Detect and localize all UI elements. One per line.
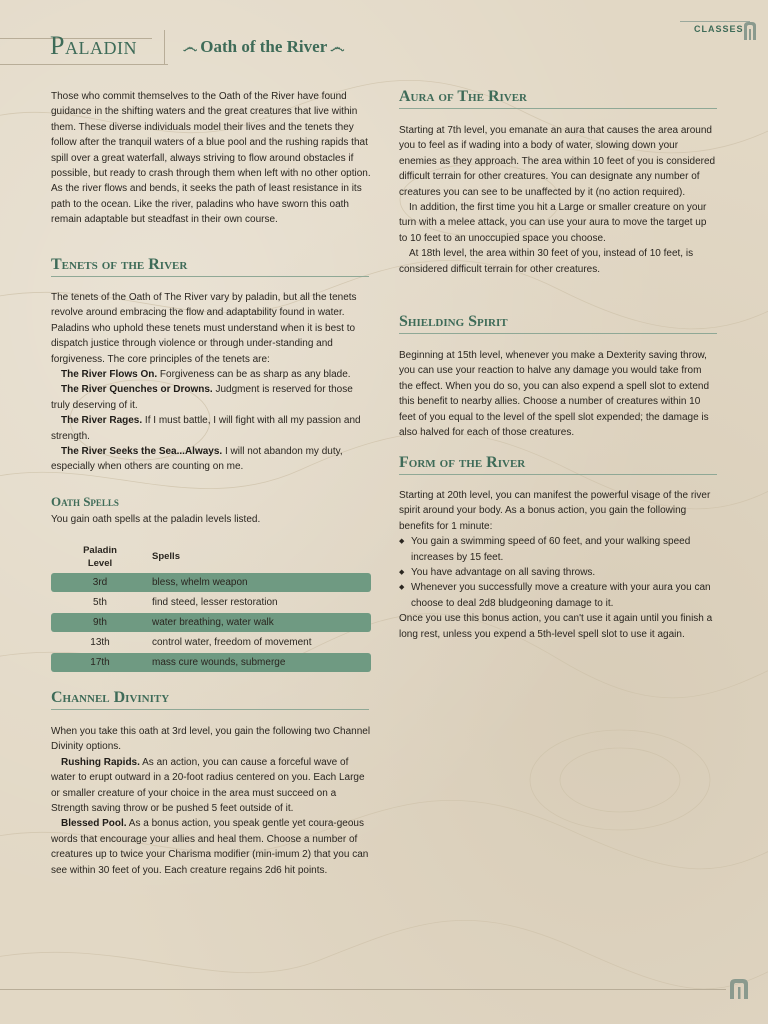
row-level: 5th [93,597,107,608]
intro-paragraph [51,89,371,228]
knot-icon: ෴ [330,40,345,56]
shielding-section [399,313,717,334]
tenet-item [51,444,371,475]
channel-divinity-heading: Channel Divinity [51,689,369,710]
form-section [399,454,717,475]
page-title: Paladin [50,31,137,60]
header-level-line2: Level [87,558,113,569]
form-heading: Form of the River [399,454,717,475]
form-benefits-list [399,534,717,611]
list-item: ◆ Whenever you successfully move a creature with your aura you can choose to deal 2d8 bludgeoning damage to it. [399,580,717,611]
row-spells: water breathing, water walk [152,617,274,628]
oath-spells-intro-text: You gain oath spells at the paladin levels listed. [51,514,261,525]
intro-text: Those who commit themselves to the Oath of the River have found guidance in the shifting waters and the great creatures that live within them. These diverse individuals model their lives and the tenets they follow after the tranquil waters of a blue pool and the rushing rapids that spill over a great waterfall, always striving to flow around obstacles if possible, but ready to crash through them when left with no other option. As the river flows and bends, it seeks the path of least resistance in its path to the ocean. Like the river, paladins who have sworn this oath remain adaptable but steadfast in their own course. [51,91,371,226]
channel-divinity-body [51,724,371,878]
channel-option [51,816,371,878]
subtitle-text: Oath of the River [200,37,328,56]
table-header-spells: Spells [152,551,180,562]
tenet-text: Forgiveness can be as sharp as any blade. [157,369,351,381]
tenet-text: I will not abandon my duty, especially when others are counting on me. [51,446,343,473]
list-item: ◆ You gain a swimming speed of 60 feet, and your walking speed increases by 15 feet. [399,534,717,565]
row-spells: control water, freedom of movement [152,637,312,648]
aura-paragraph: Starting at 7th level, you emanate an aura that causes the area around you to feel as if wading into a body of water, slowing down your enemies as they approach. The area within 10 feet of you is considered difficult terrain for other creatures. You can designate any number of creatures you can see to be unaffected by it (no action required). [399,125,716,198]
row-level: 3rd [92,577,108,588]
oath-spells-section [51,494,371,510]
tenet-item [51,413,371,444]
tenet-name: The River Rages. [61,415,143,427]
row-level: 13th [90,637,110,648]
tenet-name: The River Quenches or Drowns. [61,384,213,396]
table-row [51,613,371,632]
table-header-level [51,544,149,570]
header-level-line1: Paladin [83,545,117,556]
header-rule-bottom [0,64,168,65]
channel-option [51,755,371,817]
header-bracket [150,30,165,64]
row-spells: mass cure wounds, submerge [152,657,286,668]
tenet-text: Judgment is reserved for those truly deserving of it. [51,384,353,411]
channel-divinity-section [51,689,369,710]
table-row [51,593,371,612]
option-name: Rushing Rapids. [61,756,140,768]
form-outro: Once you use this bonus action, you can't use it again until you finish a long rest, unless you expend a 5th-level spell slot to use it again. [399,613,713,640]
tenet-item [51,367,371,382]
tenets-intro: The tenets of the Oath of The River vary by paladin, but all the tenets revolve around embracing the flow and adaptability found in water. Paladins who uphold these tenets must understand when it is best to dispatch justice through violence or through under-standing and forgiveness. The core principles of the tenets are: [51,292,357,365]
row-spells: bless, whelm weapon [152,577,248,588]
option-name: Blessed Pool. [61,818,127,830]
option-text: As an action, you can cause a forceful wave of water to erupt outward in a 20-foot radius centered on you. Each Large or smaller creature of your choice in the area must succeed on a Strength saving throw or be pushed 5 feet outside of it. [51,756,365,815]
channel-divinity-intro: When you take this oath at 3rd level, you gain the following two Channel Divinity options. [51,726,371,753]
oath-spells-intro [51,512,371,527]
row-level: 9th [93,617,107,628]
row-level: 17th [90,657,110,668]
tenet-name: The River Flows On. [61,369,158,381]
tenet-name: The River Seeks the Sea...Always. [61,446,223,458]
page-subtitle [180,37,347,57]
shielding-body [399,348,717,440]
list-item: ◆ You have advantage on all saving throws. [399,565,717,580]
tenets-body [51,290,371,475]
oath-spells-heading: Oath Spells [51,494,119,509]
table-row [51,653,371,672]
aura-paragraph: In addition, the first time you hit a Large or smaller creature on your turn with a melee attack, you can use your aura to move the target up to 10 feet to an unoccupied space you choose. [399,202,707,244]
form-intro: Starting at 20th level, you can manifest the powerful visage of the river spirit around your body. As a bonus action, you gain the following benefits for 1 minute: [399,490,711,532]
shielding-heading: Shielding Spirit [399,313,717,334]
row-spells: find steed, lesser restoration [152,597,278,608]
knot-icon: ෴ [183,40,198,56]
aura-heading: Aura of The River [399,88,717,109]
table-row [51,633,371,652]
shielding-text: Beginning at 15th level, whenever you make a Dexterity saving throw, you can use your reaction to halve any damage you would take from the effect. When you do so, you can also expend a spell slot to extend this benefit to nearby allies. Choose a number of creatures within 10 feet of you equal to the level of the spell slot expended; the damage is also halved for each of those creatures. [399,350,710,439]
footer-emblem-icon [726,977,752,999]
aura-section [399,88,717,109]
section-tab-label: CLASSES [694,24,744,34]
aura-body [399,123,717,277]
footer-rule [0,989,726,990]
corner-emblem-icon [742,20,758,40]
tenets-heading: Tenets of the River [51,256,369,277]
table-row [51,573,371,592]
tenet-item [51,382,371,413]
tenet-text: If I must battle, I will fight with all my passion and strength. [51,415,361,442]
form-body [399,488,717,642]
option-text: As a bonus action, you speak gentle yet coura-geous words that encourage your allies and heal them. Choose a number of creatures up to twice your Charisma modifier (min-imum 2) that you can see within 30 feet of you. Each creature regains 2d6 hit points. [51,818,369,876]
aura-paragraph: At 18th level, the area within 30 feet of you, instead of 10 feet, is considered difficult terrain for other creatures. [399,248,694,275]
tenets-section [51,256,369,277]
